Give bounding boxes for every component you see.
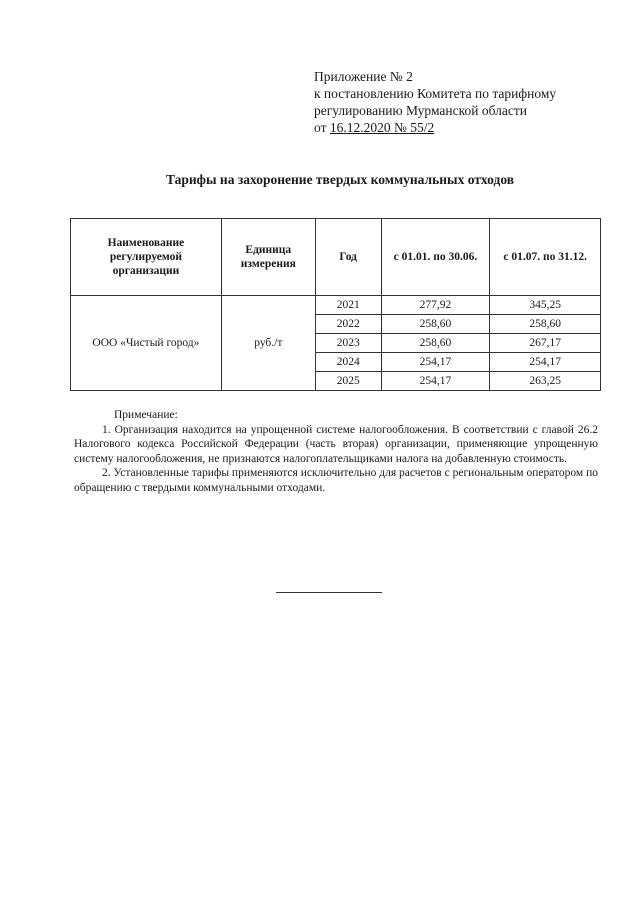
table-header-row xyxy=(71,219,601,296)
unit-value: руб./т xyxy=(221,296,315,391)
signature-line xyxy=(276,592,382,593)
note-item: 1. Организация находится на упрощенной системе налогообложения. В соответствии с главой 26.2 Налогового кодекса Российской Федерации (часть вторая) организации, применяющие упрощенную систему налогообложения, не признаются налогоплательщиками налога на добавленную стоимость. xyxy=(74,423,598,465)
tariff-first-half: 277,92 xyxy=(381,296,490,315)
year-cell: 2021 xyxy=(315,296,381,315)
tariff-first-half: 254,17 xyxy=(381,353,490,372)
appendix-line: к постановлению Комитета по тарифному xyxy=(314,86,557,101)
year-cell: 2024 xyxy=(315,353,381,372)
year-cell: 2023 xyxy=(315,334,381,353)
table-row xyxy=(71,296,601,315)
document-title: Тарифы на захоронение твердых коммунальных отходов xyxy=(165,172,515,187)
tariff-second-half: 263,25 xyxy=(490,372,601,391)
organization-name: ООО «Чистый город» xyxy=(71,296,222,391)
header-year: Год xyxy=(315,219,381,296)
header-unit: Единица измерения xyxy=(221,219,315,296)
year-cell: 2022 xyxy=(315,315,381,334)
resolution-date: 16.12.2020 xyxy=(329,120,391,135)
appendix-line: регулированию Мурманской области xyxy=(314,103,527,118)
appendix-date-prefix: от xyxy=(314,120,330,135)
resolution-number: № 55/2 xyxy=(393,120,435,135)
tariff-second-half: 254,17 xyxy=(490,353,601,372)
header-organization: Наименование регулируемой организации xyxy=(71,219,222,296)
appendix-header xyxy=(314,68,614,136)
tariff-first-half: 258,60 xyxy=(381,334,490,353)
tariff-first-half: 254,17 xyxy=(381,372,490,391)
tariff-second-half: 267,17 xyxy=(490,334,601,353)
note-item: 2. Установленные тарифы применяются исключительно для расчетов с региональным оператором по обращению с твердыми коммунальными отходами. xyxy=(74,467,598,494)
year-cell: 2025 xyxy=(315,372,381,391)
appendix-date-line xyxy=(314,119,614,136)
header-first-half: с 01.01. по 30.06. xyxy=(381,219,490,296)
notes-heading: Примечание: xyxy=(114,409,178,421)
tariff-first-half: 258,60 xyxy=(381,315,490,334)
header-second-half: с 01.07. по 31.12. xyxy=(490,219,601,296)
tariff-second-half: 258,60 xyxy=(490,315,601,334)
tariff-second-half: 345,25 xyxy=(490,296,601,315)
tariff-table xyxy=(70,218,601,391)
notes-section xyxy=(74,408,598,495)
appendix-line: Приложение № 2 xyxy=(314,69,413,84)
